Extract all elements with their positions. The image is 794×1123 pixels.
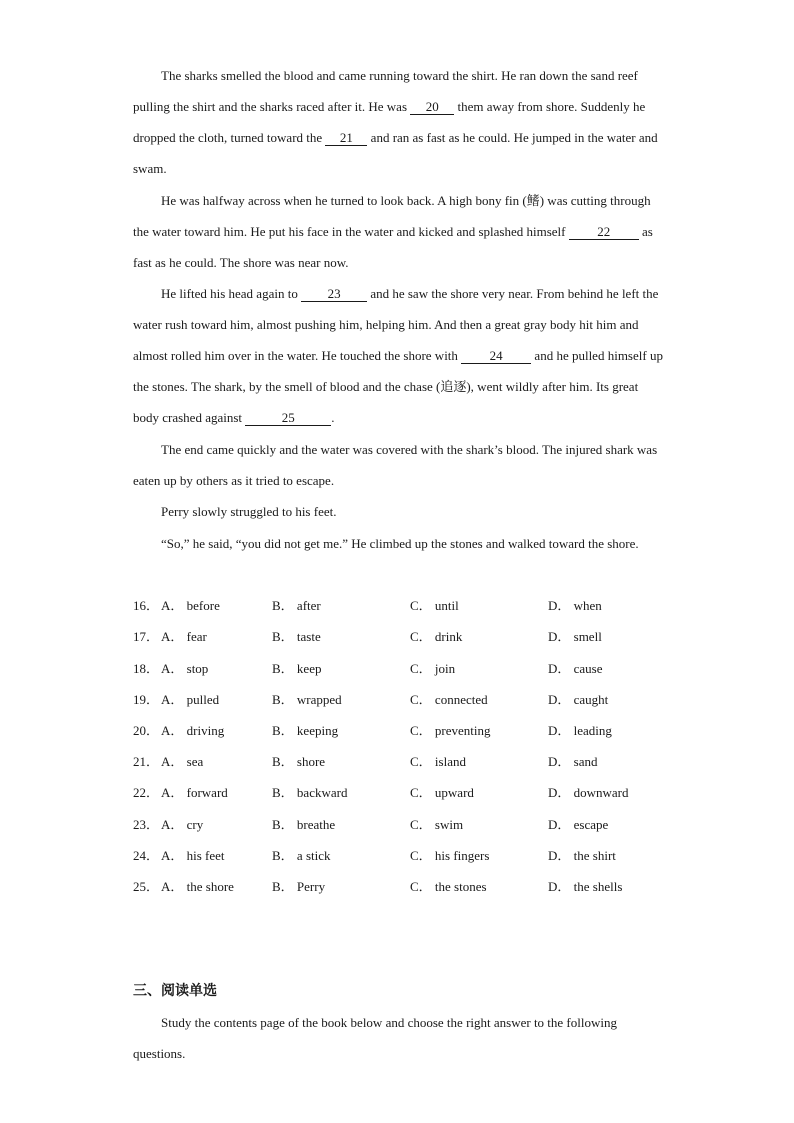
option-b: B． a stick <box>272 848 331 863</box>
option-a: A． his feet <box>161 848 225 863</box>
option-c: C． join <box>410 661 456 676</box>
option-d: D． cause <box>548 661 603 676</box>
question-18: 18． A． stop B． keep C． join D． cause <box>133 653 693 684</box>
option-a: A． cry <box>161 817 204 832</box>
passage-paragraph-6: “So,” he said, “you did not get me.” He climbed up the stones and walked toward the shore. <box>161 536 639 551</box>
option-d: D． the shells <box>548 879 623 894</box>
option-b: B． wrapped <box>272 692 342 707</box>
question-25: 25． A． the shore B． Perry C． the stones D． the shells <box>133 871 693 902</box>
question-24: 24． A． his feet B． a stick C． his fingers D． the shirt <box>133 840 693 871</box>
passage-paragraph-2: He was halfway across when he turned to look back. A high bony fin (鳍) was cutting through the water toward him. He put his face in the water and kicked and splashed himself 22 as fast as he could. The shore was near now. <box>133 193 653 270</box>
option-a: A． forward <box>161 785 228 800</box>
blank-20: 20 <box>410 100 454 115</box>
section-instruction: Study the contents page of the book below and choose the right answer to the following questions. <box>133 1015 617 1061</box>
passage-paragraph-3: He lifted his head again to 23 and he saw the shore very near. From behind he left the water rush toward him, almost pushing him, helping him. And then a great gray body hit him and almost rolled him over in the water. He touched the shore with 24 and he pulled himself up the stones. The shark, by the smell of blood and the chase (追逐), went wildly after him. Its great body crashed against 25 . <box>133 286 663 425</box>
option-b: B． breathe <box>272 817 336 832</box>
option-a: A． the shore <box>161 879 234 894</box>
option-c: C． drink <box>410 629 463 644</box>
option-b: B． after <box>272 598 321 613</box>
option-a: A． fear <box>161 629 207 644</box>
option-d: D． downward <box>548 785 629 800</box>
option-c: C． preventing <box>410 723 491 738</box>
option-c: C． swim <box>410 817 464 832</box>
option-d: D． smell <box>548 629 602 644</box>
passage-paragraph-4: The end came quickly and the water was covered with the shark’s blood. The injured shark was eaten up by others as it tried to escape. <box>133 442 658 488</box>
option-d: D． when <box>548 598 602 613</box>
option-a: A． pulled <box>161 692 220 707</box>
passage-paragraph-1: The sharks smelled the blood and came running toward the shirt. He ran down the sand reef pulling the shirt and the sharks raced after it. He was 20 them away from shore. Suddenly he dropped the cloth, turned toward the 21 and ran as fast as he could. He jumped in the water and swam. <box>133 68 658 176</box>
question-23: 23． A． cry B． breathe C． swim D． escape <box>133 809 693 840</box>
option-a: A． before <box>161 598 220 613</box>
section-title: 三、阅读单选 <box>133 983 217 999</box>
option-d: D． the shirt <box>548 848 616 863</box>
option-d: D． escape <box>548 817 609 832</box>
option-d: D． sand <box>548 754 598 769</box>
option-c: C． island <box>410 754 466 769</box>
option-b: B． keeping <box>272 723 339 738</box>
option-b: B． backward <box>272 785 348 800</box>
question-17: 17． A． fear B． taste C． drink D． smell <box>133 621 693 652</box>
blank-24: 24 <box>461 349 531 364</box>
blank-25: 25 <box>245 411 331 426</box>
blank-22: 22 <box>569 225 639 240</box>
option-a: A． sea <box>161 754 204 769</box>
option-b: B． keep <box>272 661 322 676</box>
question-21: 21． A． sea B． shore C． island D． sand <box>133 746 693 777</box>
option-b: B． Perry <box>272 879 326 894</box>
option-b: B． taste <box>272 629 321 644</box>
question-16: 16． A． before B． after C． until D． when <box>133 590 693 621</box>
blank-23: 23 <box>301 287 367 302</box>
passage-paragraph-5: Perry slowly struggled to his feet. <box>161 504 337 519</box>
option-d: D． caught <box>548 692 609 707</box>
option-d: D． leading <box>548 723 612 738</box>
option-a: A． driving <box>161 723 225 738</box>
option-c: C． connected <box>410 692 488 707</box>
option-a: A． stop <box>161 661 209 676</box>
question-22: 22． A． forward B． backward C． upward D． downward <box>133 777 693 808</box>
option-b: B． shore <box>272 754 326 769</box>
option-c: C． the stones <box>410 879 487 894</box>
option-c: C． his fingers <box>410 848 490 863</box>
option-c: C． upward <box>410 785 474 800</box>
question-20: 20． A． driving B． keeping C． preventing D． leading <box>133 715 693 746</box>
blank-21: 21 <box>325 131 367 146</box>
question-19: 19． A． pulled B． wrapped C． connected D． caught <box>133 684 693 715</box>
option-c: C． until <box>410 598 459 613</box>
